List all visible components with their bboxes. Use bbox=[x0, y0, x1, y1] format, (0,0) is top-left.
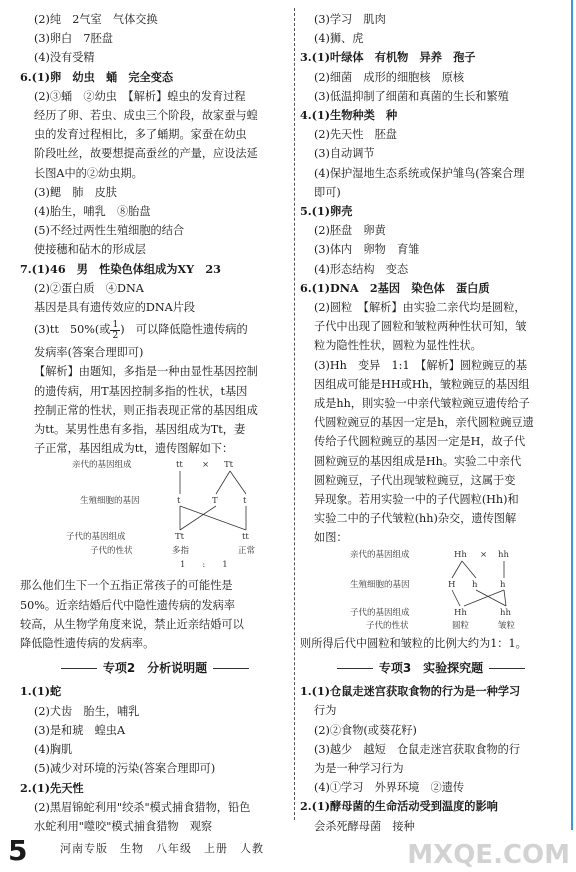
answer-line: (3)体内 卵物 育雏 bbox=[314, 243, 420, 257]
section-3-header bbox=[300, 659, 562, 678]
answer-line: (2)犬齿 胎生，哺乳 bbox=[34, 704, 140, 718]
paren-close: ) bbox=[120, 323, 125, 337]
paragraph-line: 较高，从生物学角度来说，禁止近亲结婚可以 bbox=[20, 617, 244, 631]
question-7: 7.(1)46 男 性染色体组成为XY 23 bbox=[20, 261, 221, 276]
answer-line: (2)细菌 成形的细胞核 原核 bbox=[314, 70, 465, 84]
analysis-line: 传给子代圆粒豌豆的基因一定是H，故子代 bbox=[314, 435, 526, 449]
section-2-header bbox=[20, 659, 290, 678]
page-number: 5 bbox=[8, 834, 28, 867]
offspring-trait-label: 子代的性状 bbox=[366, 620, 409, 631]
cross-symbol: × bbox=[202, 460, 210, 471]
trait-polydactyly: 多指 bbox=[172, 546, 190, 557]
analysis-line: 阶段吐丝，故要想提高蚕丝的产量，应设法延 bbox=[34, 147, 258, 161]
answer-line: 会杀死酵母菌 接种 bbox=[314, 819, 415, 833]
answer-line: 行为 bbox=[314, 704, 337, 718]
paragraph-line: 降低隐性遗传病的发病率。 bbox=[20, 637, 155, 651]
trait-normal: 正常 bbox=[238, 546, 256, 557]
offspring-Hh: Hh bbox=[454, 607, 467, 618]
answer-line: (4)胸肌 bbox=[34, 743, 73, 757]
answer-line: (4)①学习 外界环境 ②遗传 bbox=[314, 781, 465, 795]
question-4: 4.(1)生物种类 种 bbox=[300, 108, 398, 123]
trait-round: 圆粒 bbox=[452, 620, 470, 631]
header-rule bbox=[489, 668, 525, 669]
parent-genotype-label: 亲代的基因组成 bbox=[350, 549, 410, 560]
analysis-line: 虫的发育过程相比，多了蛹期。家蚕在幼虫 bbox=[34, 128, 247, 142]
answer-line: (2)纯 2气室 气体交换 bbox=[34, 13, 158, 26]
trait-wrinkled: 皱粒 bbox=[498, 620, 516, 631]
paragraph-line: 50%。近亲结婚后代中隐性遗传病的发病率 bbox=[20, 598, 236, 612]
question-6: 6.(1)卵 幼虫 蛹 完全变态 bbox=[20, 69, 174, 84]
parent-hh: hh bbox=[498, 549, 509, 560]
gamete-t: t bbox=[243, 496, 247, 507]
s2-question-1: 1.(1)蛇 bbox=[20, 684, 62, 699]
fraction-one-half bbox=[110, 320, 120, 341]
genetic-diagram-2 bbox=[300, 548, 562, 634]
parent-tt: tt bbox=[176, 460, 183, 471]
answer-line: 水蛇利用"噬咬"模式捕食猎物 观察 bbox=[34, 819, 213, 833]
answer-line: (2)黑眉锦蛇利用"绞杀"模式捕食猎物，铅色 bbox=[34, 800, 251, 814]
footer-info: 河南专版 生物 八年级 上册 人教 bbox=[60, 842, 264, 855]
answer-line: (4)形态结构 变态 bbox=[314, 262, 409, 276]
gamete-H: H bbox=[448, 579, 456, 590]
analysis-line: 控制正常的性状，则正指表现正常的基因组成 bbox=[34, 403, 258, 417]
diagram-lines bbox=[300, 548, 562, 634]
answer-line: (2)③蛹 ②幼虫 【解析】蝗虫的发育过程 bbox=[34, 89, 246, 103]
answer-line: (3)低温抑制了细菌和真菌的生长和繁殖 bbox=[314, 89, 509, 103]
section-3-title: 专项3 实验探究题 bbox=[378, 660, 484, 675]
answer-line: (2)胚盘 卵黄 bbox=[314, 224, 386, 238]
analysis-line: 因组成可能是HH或Hh，皱粒豌豆的基因组 bbox=[314, 377, 530, 391]
offspring-genotype-label: 子代的基因组成 bbox=[66, 532, 126, 543]
answer-line: 发病率(答案合理即可) bbox=[34, 346, 144, 360]
analysis-line: 异现象。若用实验一中的子代圆粒(Hh)和 bbox=[314, 493, 519, 507]
analysis-line: 的遗传病，用T基因控制多指的性状，t基因 bbox=[34, 384, 248, 398]
genetic-diagram-1 bbox=[20, 458, 290, 576]
answer-line: (5)不经过两性生殖细胞的结合 bbox=[34, 224, 185, 238]
offspring-Tt: Tt bbox=[175, 532, 185, 543]
analysis-line: 【解析】由题知，多指是一种由显性基因控制 bbox=[34, 365, 258, 379]
answer-text: (3)tt 50% bbox=[34, 323, 95, 337]
header-rule bbox=[337, 668, 373, 669]
parent-Tt: Tt bbox=[224, 460, 234, 471]
conclusion-line: 则所得后代中圆粒和皱粒的比例大约为1：1。 bbox=[300, 636, 527, 650]
analysis-line: 粒为隐性性状，圆粒为显性性状。 bbox=[314, 339, 482, 353]
answer-line: (2)圆粒 【解析】由实验二亲代均是圆粒， bbox=[314, 301, 526, 315]
cross-symbol: × bbox=[480, 549, 488, 560]
answer-line-fraction bbox=[20, 317, 290, 343]
parent-Hh: Hh bbox=[454, 549, 467, 560]
answer-line: (4)狮、虎 bbox=[314, 32, 364, 46]
offspring-genotype-label: 子代的基因组成 bbox=[350, 607, 410, 618]
answer-line: (4)保护湿地生态系统或保护雏鸟(答案合理 bbox=[314, 166, 525, 180]
offspring-trait-label: 子代的性状 bbox=[90, 546, 133, 557]
analysis-line: 经历了卵、若虫、成虫三个阶段，故家蚕与蝗 bbox=[34, 109, 258, 123]
offspring-tt: tt bbox=[242, 532, 249, 543]
gamete-label: 生殖细胞的基因 bbox=[80, 496, 140, 507]
answer-line: (3)Hh 变异 1:1 【解析】圆粒豌豆的基 bbox=[314, 358, 528, 372]
analysis-line: 如图： bbox=[314, 531, 348, 545]
parent-genotype-label: 亲代的基因组成 bbox=[72, 460, 132, 471]
answer-line: (3)学习 肌肉 bbox=[314, 13, 386, 26]
gamete-h: h bbox=[500, 579, 506, 590]
s3-question-1: 1.(1)仓鼠走迷宫获取食物的行为是一种学习 bbox=[300, 684, 521, 699]
answer-line: 使接穗和砧木的形成层 bbox=[34, 243, 146, 257]
answer-line: (3)越少 越短 仓鼠走迷宫获取食物的行 bbox=[314, 742, 521, 756]
analysis-line: 圆粒豌豆，子代出现皱粒豌豆，这属于变 bbox=[314, 473, 516, 487]
watermark: MXQE.COM bbox=[407, 840, 570, 870]
analysis-line: 长图A中的②幼虫期。 bbox=[34, 166, 143, 180]
numerator: 1 bbox=[112, 319, 119, 330]
gamete-T: T bbox=[212, 496, 218, 507]
answer-line: (2)②食物(或葵花籽) bbox=[314, 723, 417, 737]
analysis-line: 代圆粒豌豆的基因一定是h，亲代圆粒豌豆遗 bbox=[314, 416, 534, 430]
analysis-line: 成是hh，則实验一中亲代皱粒豌豆遗传给子 bbox=[314, 397, 530, 411]
answer-text: 可以降低隐性遗传病的 bbox=[124, 323, 248, 337]
page-footer bbox=[0, 830, 576, 872]
answer-line: (4)没有受精 bbox=[34, 51, 95, 65]
gamete-label: 生殖细胞的基因 bbox=[350, 579, 410, 590]
analysis-line: 实验二中的子代皱粒(hh)杂交，遗传图解 bbox=[314, 512, 517, 526]
ratio: 1 : 1 bbox=[180, 560, 228, 571]
analysis-line: 子正常，基因组成为tt，遗传图解如下： bbox=[34, 442, 234, 456]
answer-line: 为是一种学习行为 bbox=[314, 761, 404, 775]
answer-line: (3)鳃 肺 皮肤 bbox=[34, 185, 117, 199]
header-rule bbox=[213, 668, 249, 669]
offspring-hh: hh bbox=[500, 607, 511, 618]
answer-line: (2)②蛋白质 ④DNA bbox=[34, 281, 144, 295]
answer-line: (5)减少对环境的污染(答案合理即可) bbox=[34, 762, 216, 776]
analysis-line: 为tt。某男性患有多指，基因组成为Tt，妻 bbox=[34, 423, 246, 437]
paren-open: (或 bbox=[94, 323, 111, 337]
answer-line: (3)卵白 7胚盘 bbox=[34, 32, 113, 46]
gamete-t: t bbox=[177, 496, 181, 507]
gamete-h: h bbox=[472, 579, 478, 590]
section-2-title: 专项2 分析说明题 bbox=[102, 661, 208, 676]
answer-line: 基因是具有遗传效应的DNA片段 bbox=[34, 301, 196, 315]
column-divider bbox=[294, 8, 295, 820]
s3-question-2: 2.(1)酵母菌的生命活动受到温度的影响 bbox=[300, 799, 498, 814]
answer-line: (3)自动调节 bbox=[314, 147, 375, 161]
answer-line: (4)胎生，哺乳 ⑧胎盘 bbox=[34, 205, 151, 219]
question-3: 3.(1)叶绿体 有机物 异养 孢子 bbox=[300, 50, 476, 65]
header-rule bbox=[61, 668, 97, 669]
diagram-lines bbox=[20, 458, 290, 576]
question-6-right: 6.(1)DNA 2基因 染色体 蛋白质 bbox=[300, 280, 490, 295]
question-5: 5.(1)卵壳 bbox=[300, 204, 353, 219]
analysis-line: 圆粒豌豆的基因组成是Hh。实验二中亲代 bbox=[314, 454, 522, 468]
right-column bbox=[300, 10, 562, 836]
denominator: 2 bbox=[112, 330, 119, 341]
paragraph-line: 那么他们生下一个五指正常孩子的可能性是 bbox=[20, 579, 233, 593]
answer-line: (3)是和琥 蝗虫A bbox=[34, 723, 126, 737]
answer-line: 即可) bbox=[314, 185, 341, 199]
answer-line: (2)先天性 胚盘 bbox=[314, 128, 397, 142]
s2-question-2: 2.(1)先天性 bbox=[20, 780, 84, 795]
analysis-line: 子代中出现了圆粒和皱粒两种性状可知，皱 bbox=[314, 320, 527, 334]
left-column bbox=[20, 10, 290, 836]
